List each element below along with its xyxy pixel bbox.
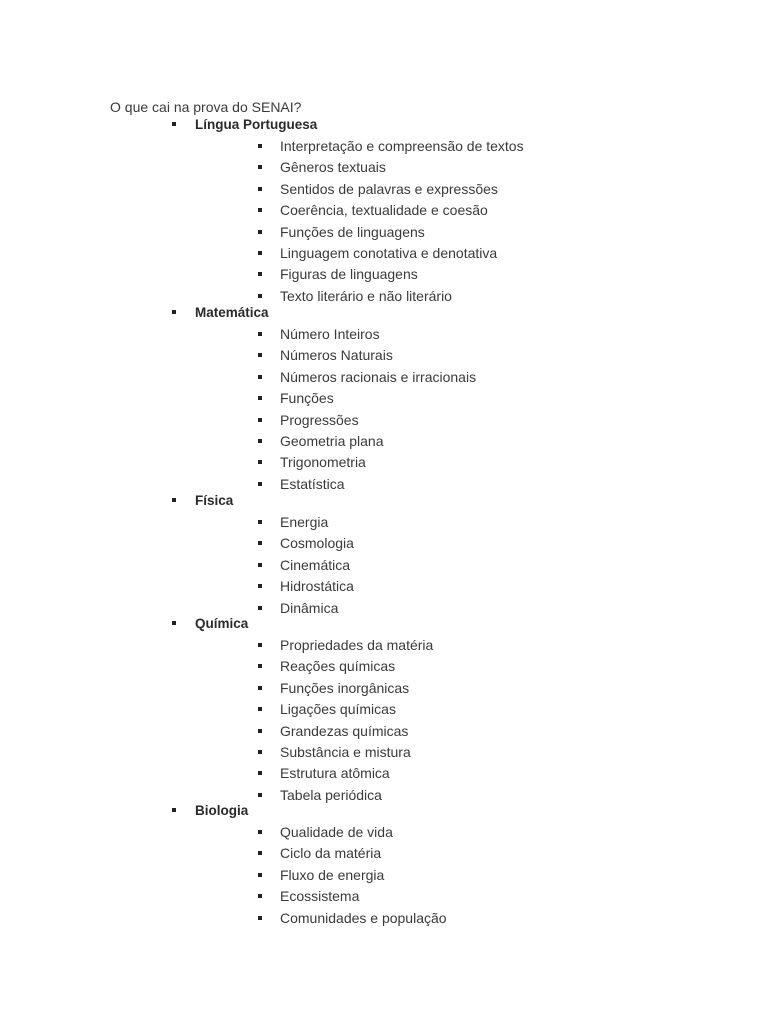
square-bullet-icon <box>172 621 176 625</box>
list-item <box>0 761 768 782</box>
section-heading-row <box>0 116 768 134</box>
section-matematica <box>0 304 768 493</box>
topic-list <box>0 322 768 493</box>
list-item <box>0 863 768 884</box>
list-item-label: Hidrostática <box>280 578 354 595</box>
square-bullet-icon <box>258 418 262 422</box>
section-heading-row <box>0 615 768 633</box>
square-bullet-icon <box>258 830 262 834</box>
square-bullet-icon <box>258 750 262 754</box>
list-item-label: Trigonometria <box>280 454 366 471</box>
square-bullet-icon <box>258 482 262 486</box>
square-bullet-icon <box>258 916 262 920</box>
list-item-label: Sentidos de palavras e expressões <box>280 180 498 197</box>
square-bullet-icon <box>172 310 176 314</box>
list-item-label: Cinemática <box>280 556 351 573</box>
square-bullet-icon <box>258 584 262 588</box>
list-item <box>0 408 768 429</box>
list-item-label: Fluxo de energia <box>280 866 385 883</box>
square-bullet-icon <box>258 606 262 610</box>
list-item-label: Figuras de linguagens <box>280 266 418 283</box>
square-bullet-icon <box>258 894 262 898</box>
square-bullet-icon <box>258 771 262 775</box>
list-item-label: Energia <box>280 514 329 530</box>
list-item-label: Grandezas químicas <box>280 722 409 739</box>
topic-list <box>0 820 768 927</box>
list-item <box>0 262 768 283</box>
section-fisica <box>0 492 768 617</box>
list-item <box>0 322 768 343</box>
square-bullet-icon <box>172 808 176 812</box>
section-heading: Biologia <box>195 803 249 818</box>
section-heading: Física <box>195 493 234 508</box>
square-bullet-icon <box>258 353 262 357</box>
list-item <box>0 676 768 697</box>
list-item <box>0 134 768 155</box>
square-bullet-icon <box>258 251 262 255</box>
square-bullet-icon <box>258 873 262 877</box>
list-item <box>0 241 768 262</box>
list-item-label: Progressões <box>280 411 359 428</box>
list-item <box>0 177 768 198</box>
list-item <box>0 841 768 862</box>
square-bullet-icon <box>258 230 262 234</box>
square-bullet-icon <box>258 272 262 276</box>
square-bullet-icon <box>172 498 176 502</box>
list-item-label: Propriedades da matéria <box>280 637 434 653</box>
list-item <box>0 820 768 841</box>
list-item-label: Gêneros textuais <box>280 159 386 176</box>
section-biologia <box>0 802 768 927</box>
square-bullet-icon <box>258 520 262 524</box>
list-item <box>0 531 768 552</box>
list-item <box>0 365 768 386</box>
section-heading-row <box>0 304 768 322</box>
topic-list <box>0 510 768 617</box>
list-item <box>0 740 768 761</box>
list-item-label: Cosmologia <box>280 535 354 552</box>
list-item-label: Funções <box>280 390 334 407</box>
list-item-label: Qualidade de vida <box>280 824 393 840</box>
list-item <box>0 783 768 804</box>
square-bullet-icon <box>258 851 262 855</box>
list-item-label: Interpretação e compreensão de textos <box>280 138 524 154</box>
list-item-label: Coerência, textualidade e coesão <box>280 202 488 219</box>
square-bullet-icon <box>258 643 262 647</box>
list-item <box>0 284 768 305</box>
list-item <box>0 719 768 740</box>
square-bullet-icon <box>258 187 262 191</box>
list-item <box>0 697 768 718</box>
section-quimica <box>0 615 768 804</box>
square-bullet-icon <box>258 294 262 298</box>
topic-list <box>0 134 768 305</box>
square-bullet-icon <box>258 396 262 400</box>
square-bullet-icon <box>258 729 262 733</box>
list-item-label: Funções inorgânicas <box>280 679 410 696</box>
list-item-label: Número Inteiros <box>280 326 380 342</box>
square-bullet-icon <box>172 122 176 126</box>
list-item-label: Reações químicas <box>280 658 396 675</box>
list-item-label: Substância e mistura <box>280 743 411 760</box>
square-bullet-icon <box>258 332 262 336</box>
list-item-label: Números Naturais <box>280 347 393 364</box>
square-bullet-icon <box>258 563 262 567</box>
list-item-label: Ciclo da matéria <box>280 845 382 862</box>
list-item <box>0 574 768 595</box>
list-item <box>0 450 768 471</box>
list-item <box>0 343 768 364</box>
list-item-label: Geometria plana <box>280 432 384 449</box>
list-item-label: Funções de linguagens <box>280 223 425 240</box>
list-item-label: Números racionais e irracionais <box>280 368 477 385</box>
square-bullet-icon <box>258 686 262 690</box>
square-bullet-icon <box>258 664 262 668</box>
list-item-label: Dinâmica <box>280 599 339 616</box>
list-item <box>0 633 768 654</box>
list-item-label: Ecossistema <box>280 888 360 905</box>
list-item <box>0 906 768 927</box>
list-item-label: Ligações químicas <box>280 701 396 718</box>
section-heading: Matemática <box>195 305 269 320</box>
list-item <box>0 654 768 675</box>
topic-list <box>0 633 768 804</box>
list-item <box>0 155 768 176</box>
section-heading: Química <box>195 616 249 631</box>
square-bullet-icon <box>258 375 262 379</box>
list-item <box>0 429 768 450</box>
square-bullet-icon <box>258 460 262 464</box>
square-bullet-icon <box>258 793 262 797</box>
list-item <box>0 510 768 531</box>
square-bullet-icon <box>258 439 262 443</box>
list-item <box>0 198 768 219</box>
list-item-label: Estrutura atômica <box>280 765 390 782</box>
list-item-label: Estatística <box>280 475 345 492</box>
list-item <box>0 220 768 241</box>
list-item <box>0 553 768 574</box>
square-bullet-icon <box>258 165 262 169</box>
square-bullet-icon <box>258 707 262 711</box>
list-item <box>0 596 768 617</box>
list-item <box>0 472 768 493</box>
square-bullet-icon <box>258 541 262 545</box>
list-item-label: Comunidades e população <box>280 909 447 926</box>
section-heading-row <box>0 492 768 510</box>
section-heading: Língua Portuguesa <box>195 117 318 132</box>
list-item <box>0 884 768 905</box>
square-bullet-icon <box>258 208 262 212</box>
section-lingua-portuguesa <box>0 116 768 305</box>
list-item <box>0 386 768 407</box>
page-title: O que cai na prova do SENAI? <box>110 99 302 115</box>
list-item-label: Tabela periódica <box>280 786 382 803</box>
section-heading-row <box>0 802 768 820</box>
square-bullet-icon <box>258 144 262 148</box>
list-item-label: Linguagem conotativa e denotativa <box>280 244 498 261</box>
list-item-label: Texto literário e não literário <box>280 287 452 304</box>
